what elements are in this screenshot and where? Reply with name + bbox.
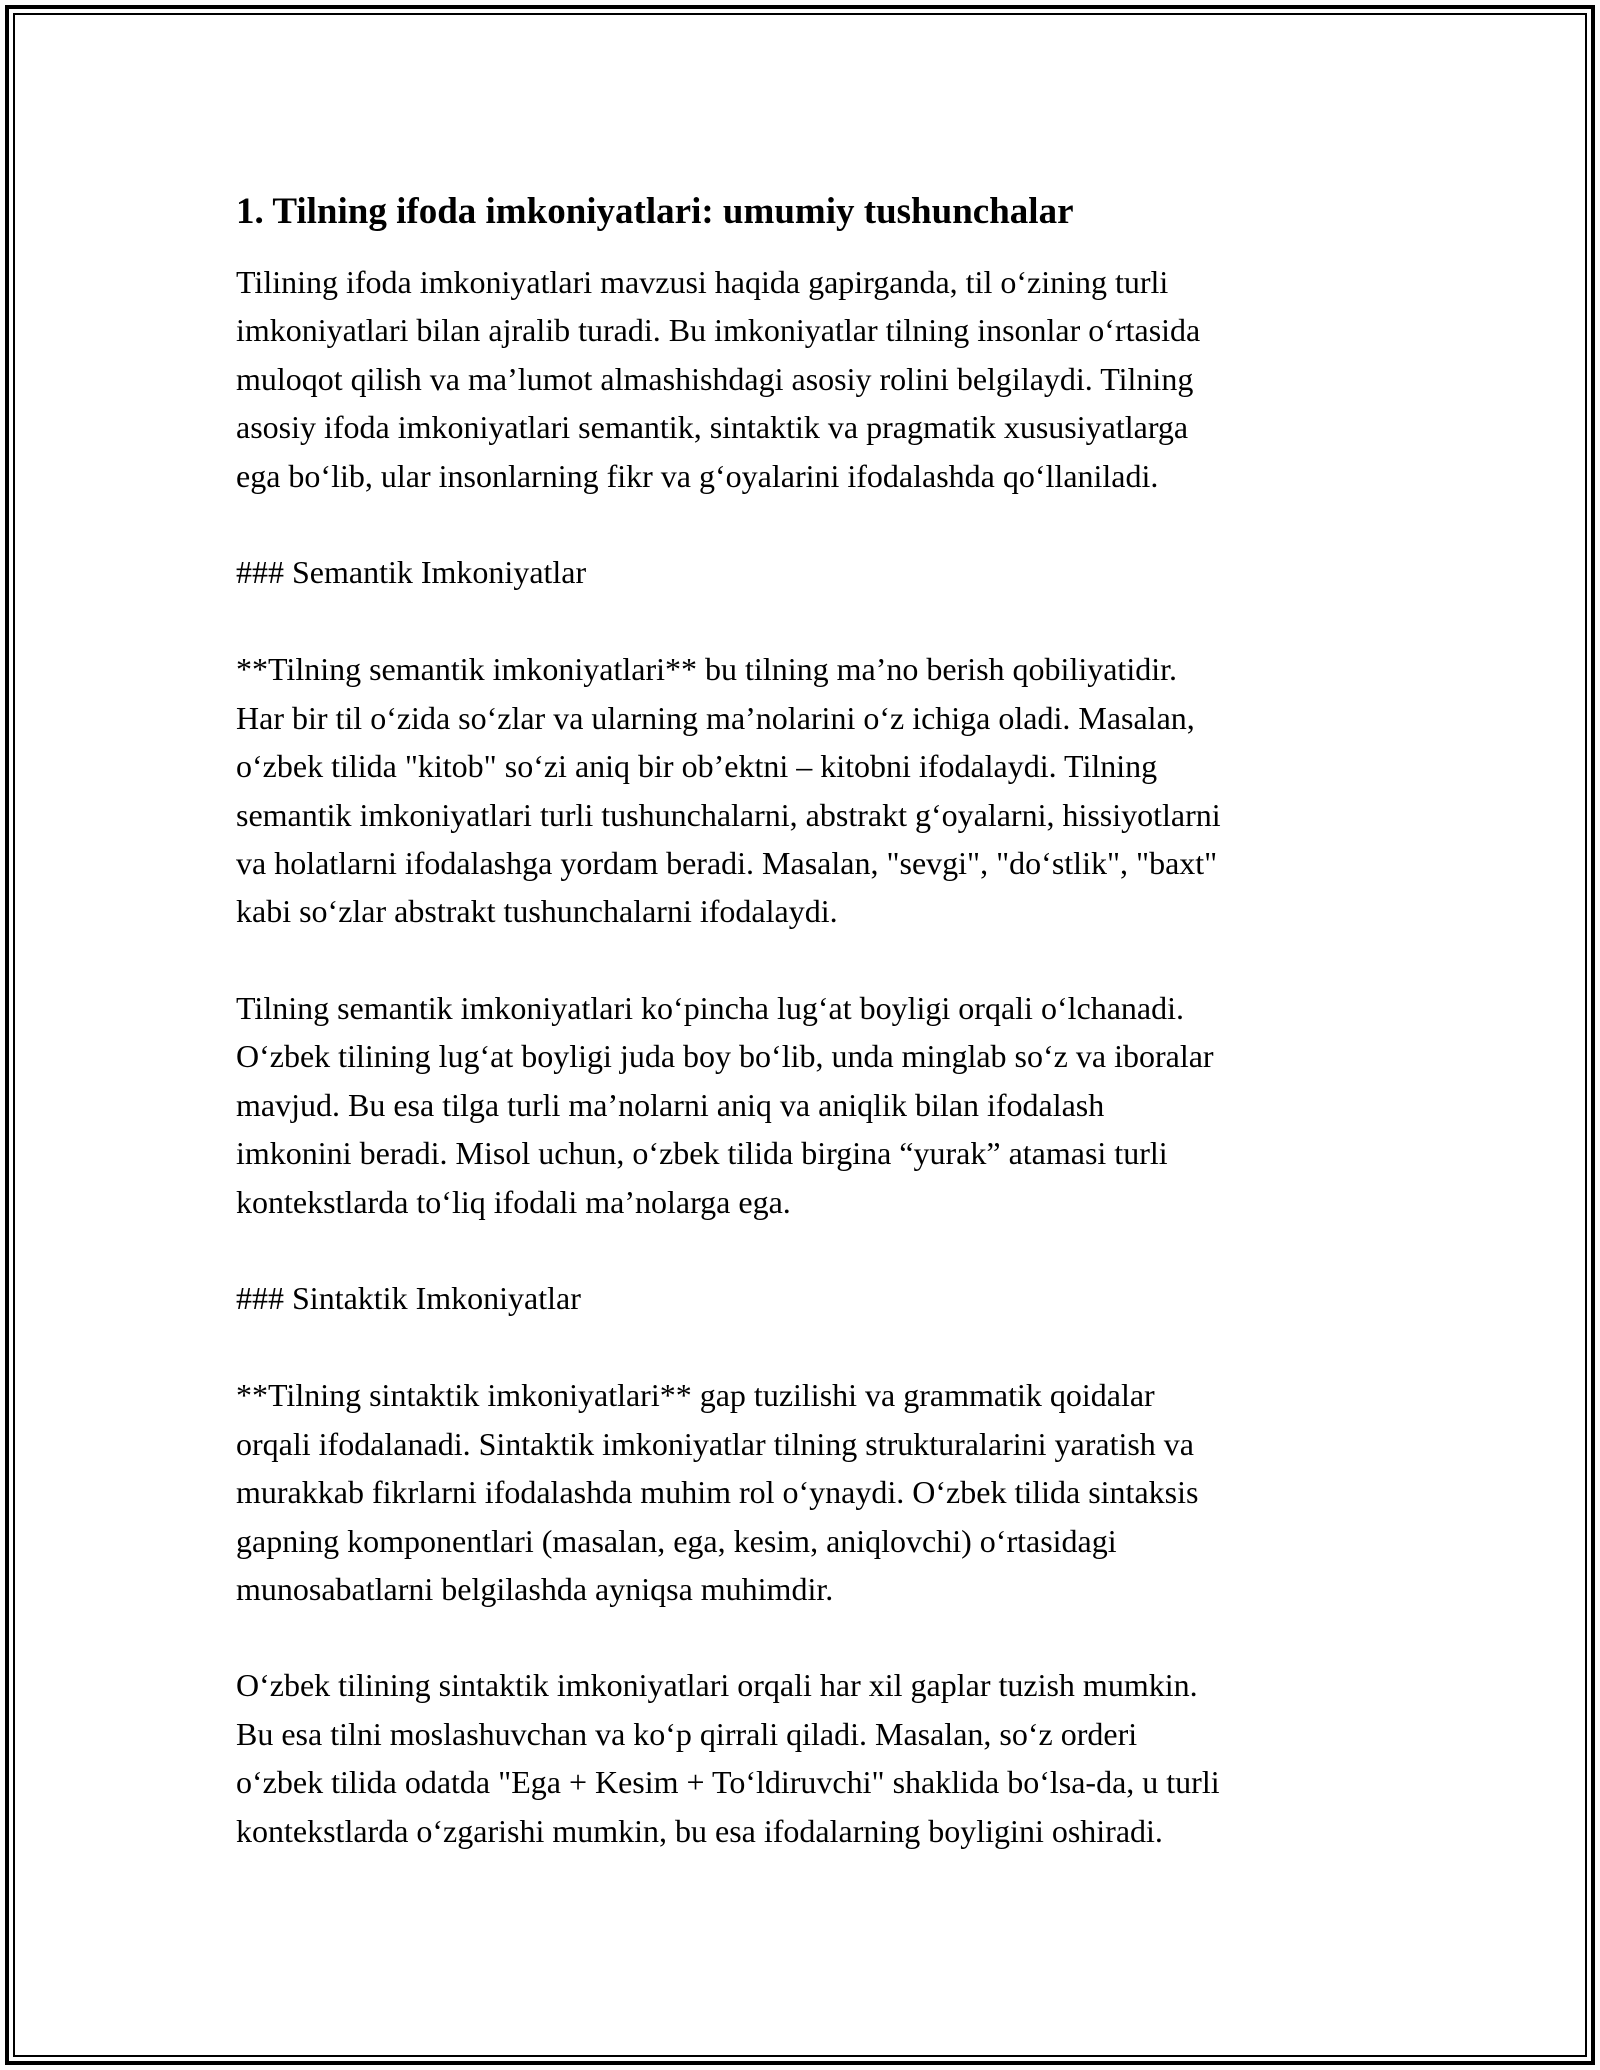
text-line: va holatlarni ifodalashga yordam beradi. Masalan, "sevgi", "doʻstlik", "baxt": [236, 845, 1218, 882]
text-line: kabi soʻzlar abstrakt tushunchalarni ifodalaydi.: [236, 893, 838, 930]
text-line: kontekstlarda oʻzgarishi mumkin, bu esa ifodalarning boyligini oshiradi.: [236, 1812, 1163, 1849]
text-line: Har bir til oʻzida soʻzlar va ularning maʼnolarini oʻz ichiga oladi. Masalan,: [236, 699, 1195, 736]
section-heading: 1. Tilning ifoda imkoniyatlari: umumiy tushunchalar: [236, 191, 1074, 232]
text-line: oʻzbek tilida "kitob" soʻzi aniq bir obʼektni – kitobni ifodalaydi. Tilning: [236, 748, 1158, 785]
text-line: oʻzbek tilida odatda "Ega + Kesim + Toʻldiruvchi" shaklida boʻlsa-da, u turli: [236, 1764, 1220, 1801]
text-line: Oʻzbek tilining sintaktik imkoniyatlari orqali har xil gaplar tuzish mumkin.: [236, 1667, 1198, 1704]
text-line: **Tilning sintaktik imkoniyatlari** gap tuzilishi va grammatik qoidalar: [236, 1377, 1155, 1414]
text-line: Tilning semantik imkoniyatlari koʻpincha lugʻat boyligi orqali oʻlchanadi.: [236, 989, 1184, 1026]
text-line: Bu esa tilni moslashuvchan va koʻp qirrali qiladi. Masalan, soʻz orderi: [236, 1715, 1138, 1752]
paragraph-sintaktik-1: [236, 1371, 1386, 1613]
paragraph-sintaktik-2: [236, 1661, 1386, 1855]
paragraph-semantik-1: [236, 645, 1386, 935]
text-line: orqali ifodalanadi. Sintaktik imkoniyatlar tilning strukturalarini yaratish va: [236, 1425, 1194, 1462]
text-line: gapning komponentlari (masalan, ega, kesim, aniqlovchi) oʻrtasidagi: [236, 1522, 1117, 1559]
text-line: imkoniyatlari bilan ajralib turadi. Bu imkoniyatlar tilning insonlar oʻrtasida: [236, 312, 1201, 349]
text-line: ega boʻlib, ular insonlarning fikr va gʻoyalarini ifodalashda qoʻllaniladi.: [236, 457, 1159, 494]
text-line: munosabatlarni belgilashda ayniqsa muhimdir.: [236, 1570, 834, 1607]
text-line: muloqot qilish va maʼlumot almashishdagi asosiy rolini belgilaydi. Tilning: [236, 360, 1194, 397]
text-line: kontekstlarda toʻliq ifodali maʼnolarga ega.: [236, 1183, 791, 1220]
text-line: murakkab fikrlarni ifodalashda muhim rol oʻynaydi. Oʻzbek tilida sintaksis: [236, 1474, 1199, 1511]
text-line: Tilining ifoda imkoniyatlari mavzusi haqida gapirganda, til oʻzining turli: [236, 264, 1169, 300]
text-line: asosiy ifoda imkoniyatlari semantik, sintaktik va pragmatik xususiyatlarga: [236, 409, 1189, 446]
subheading-semantik: ### Semantik Imkoniyatlar: [236, 554, 587, 591]
text-line: Oʻzbek tilining lugʻat boyligi juda boy boʻlib, unda minglab soʻz va iboralar: [236, 1038, 1214, 1075]
subheading-sintaktik: ### Sintaktik Imkoniyatlar: [236, 1279, 581, 1316]
text-line: mavjud. Bu esa tilga turli maʼnolarni aniq va aniqlik bilan ifodalash: [236, 1086, 1105, 1123]
text-line: semantik imkoniyatlari turli tushunchalarni, abstrakt gʻoyalarni, hissiyotlarni: [236, 796, 1221, 833]
paragraph-intro: [236, 258, 1386, 500]
text-line: **Tilning semantik imkoniyatlari** bu tilning maʼno berish qobiliyatidir.: [236, 651, 1177, 688]
text-line: imkonini beradi. Misol uchun, oʻzbek tilida birgina “yurak” atamasi turli: [236, 1135, 1168, 1172]
document-body: [236, 188, 1386, 1903]
paragraph-semantik-2: [236, 984, 1386, 1226]
